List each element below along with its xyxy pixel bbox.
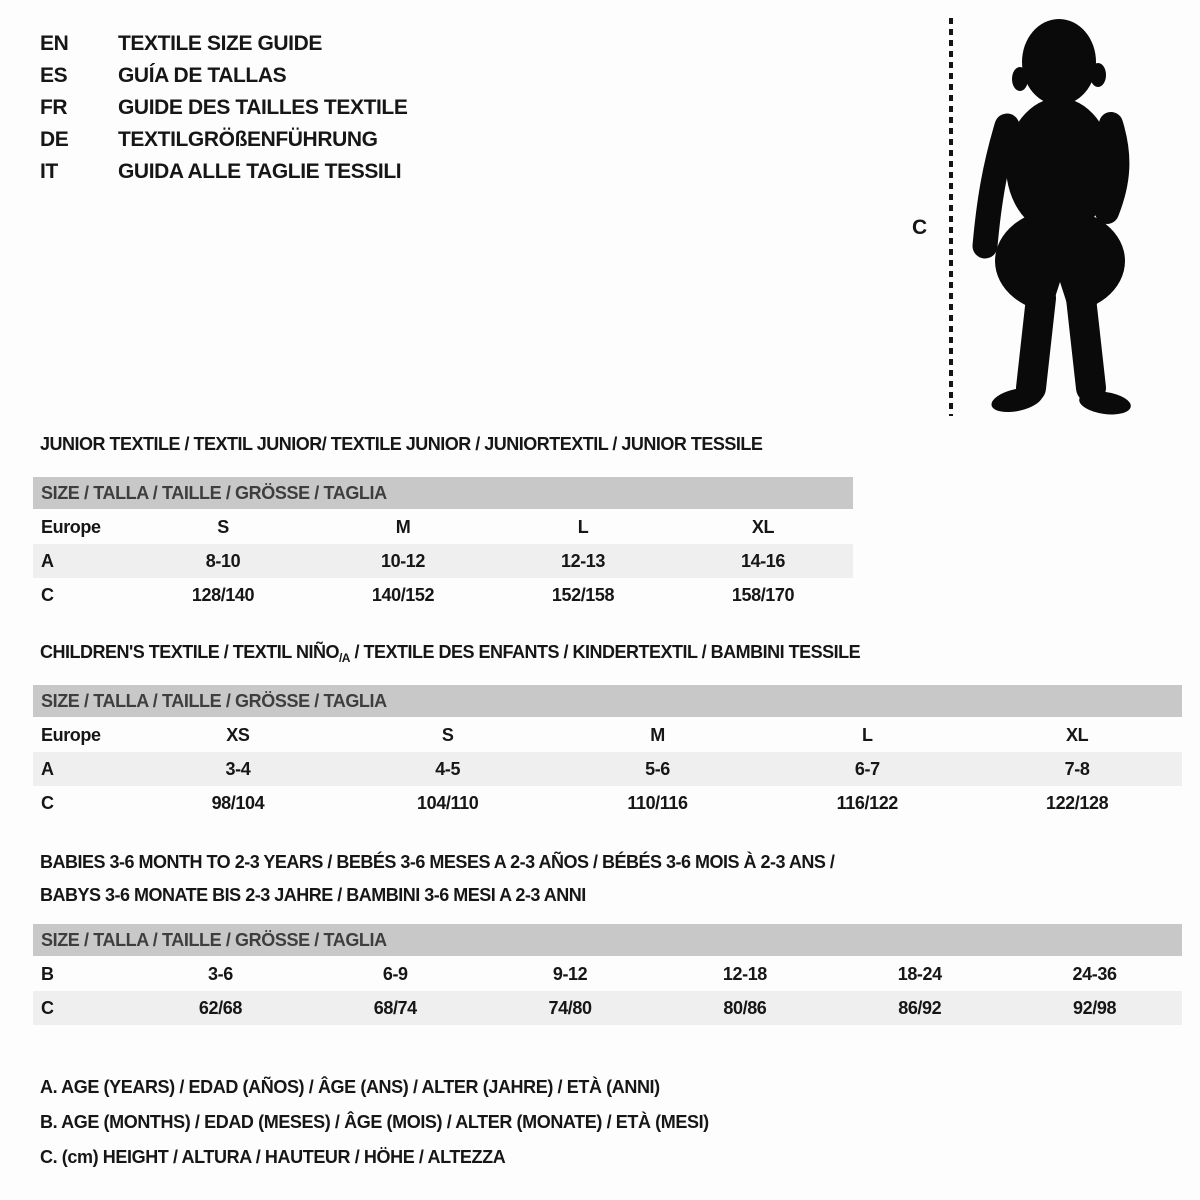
size-cell: M [395,517,411,537]
age-cell: 12-13 [493,544,673,578]
height-cell: 110/116 [627,792,688,813]
height-cell: 122/128 [1045,792,1109,813]
size-cell: S [217,517,229,537]
children-heading-subscript: /A [338,651,350,665]
age-cell: 7-8 [972,752,1182,786]
children-table-header-row [33,685,1182,718]
legend-line-b: B. AGE (MONTHS) / EDAD (MESES) / ÂGE (MOIS) / ALTER (MONATE) / ETÀ (MESI) [40,1112,709,1132]
size-cell: XL [751,517,775,537]
row-label: Europe [41,517,101,537]
height-cell: 152/158 [551,584,615,605]
babies-table-header-row [33,924,1182,957]
lang-code-es: ES [40,64,68,87]
size-cell: L [861,725,873,745]
babies-heading-line-1: BABIES 3-6 MONTH TO 2-3 YEARS / BEBÉS 3-6 MESES A 2-3 AÑOS / BÉBÉS 3-6 MOIS À 2-3 ANS / [40,852,835,872]
age-cell: 6-7 [762,752,972,786]
lang-row-it [40,156,407,188]
legend-line-a: A. AGE (YEARS) / EDAD (AÑOS) / ÂGE (ANS) / ALTER (JAHRE) / ETÀ (ANNI) [40,1077,660,1097]
months-cell: 3-6 [208,964,233,984]
height-cell: 116/122 [836,792,898,813]
age-cell: 14-16 [673,544,853,578]
lang-row-fr [40,92,407,124]
row-label: C [41,792,54,813]
junior-table-header: SIZE / TALLA / TAILLE / GRÖSSE / TAGLIA [33,477,853,510]
lang-code-en: EN [40,32,69,55]
height-cell: 80/86 [657,991,832,1025]
babies-section-heading [40,846,834,912]
height-cell: 68/74 [308,991,483,1025]
toddler-silhouette-icon [985,19,1132,418]
lang-row-de [40,124,407,156]
table-row [33,718,1182,752]
months-cell: 12-18 [722,964,767,984]
lang-title-de: TEXTILGRÖßENFÜHRUNG [118,128,378,151]
size-cell: L [577,517,589,537]
table-row [33,544,853,578]
height-cell: 104/110 [417,792,479,813]
age-cell: 3-4 [133,752,343,786]
age-cell: 8-10 [133,544,313,578]
junior-table-header-row [33,477,853,510]
months-cell: 9-12 [552,964,588,984]
height-cell: 74/80 [483,991,658,1025]
babies-size-table [33,924,1182,1025]
row-label: C [33,991,133,1025]
size-cell: XL [1065,725,1089,745]
size-cell: XS [226,725,250,745]
months-cell: 24-36 [1072,964,1117,984]
size-cell: M [650,725,665,745]
children-section-heading [40,642,860,665]
lang-code-de: DE [40,128,69,151]
row-label: Europe [41,725,101,745]
measurement-legend [40,1070,709,1175]
lang-title-es: GUÍA DE TALLAS [118,64,287,87]
row-label: B [41,964,54,984]
children-heading-main: CHILDREN'S TEXTILE / TEXTIL NIÑO [40,642,339,662]
height-cell: 86/92 [832,991,1007,1025]
children-table-header: SIZE / TALLA / TAILLE / GRÖSSE / TAGLIA [33,685,1182,718]
table-row [33,957,1182,991]
height-cell: 98/104 [211,792,265,813]
lang-title-en: TEXTILE SIZE GUIDE [118,32,322,55]
age-cell: 10-12 [313,544,493,578]
lang-title-fr: GUIDE DES TAILLES TEXTILE [118,96,408,119]
row-label: A [33,544,133,578]
lang-code-it: IT [40,160,58,183]
junior-section-heading: JUNIOR TEXTILE / TEXTIL JUNIOR/ TEXTILE JUNIOR / JUNIORTEXTIL / JUNIOR TESSILE [40,434,763,454]
children-heading-rest: / TEXTILE DES ENFANTS / KINDERTEXTIL / BAMBINI TESSILE [349,642,861,662]
months-cell: 6-9 [382,964,408,984]
row-label: A [33,752,133,786]
height-cell: 158/170 [731,584,795,605]
height-cell: 128/140 [191,584,255,605]
lang-row-en [40,28,407,60]
size-cell: S [441,725,454,745]
children-size-table [33,685,1182,820]
lang-code-fr: FR [40,96,68,119]
height-cell: 92/98 [1007,991,1182,1025]
language-title-list [40,28,407,188]
junior-size-table [33,477,853,612]
row-label: C [41,584,54,605]
toddler-silhouette-figure [900,10,1170,422]
height-cell: 140/152 [371,584,435,605]
table-row [33,752,1182,786]
age-cell: 4-5 [343,752,553,786]
height-cell: 62/68 [133,991,308,1025]
age-cell: 5-6 [553,752,763,786]
height-measure-label: C [912,216,928,239]
lang-title-it: GUIDA ALLE TAGLIE TESSILI [118,160,402,183]
table-row [33,991,1182,1025]
legend-line-c: C. (cm) HEIGHT / ALTURA / HAUTEUR / HÖHE / ALTEZZA [40,1147,506,1167]
babies-table-header: SIZE / TALLA / TAILLE / GRÖSSE / TAGLIA [33,924,1182,957]
months-cell: 18-24 [897,964,942,984]
table-row [33,510,853,544]
babies-heading-line-2: BABYS 3-6 MONATE BIS 2-3 JAHRE / BAMBINI 3-6 MESI A 2-3 ANNI [40,885,586,905]
table-row [33,578,853,612]
lang-row-es [40,60,407,92]
table-row [33,786,1182,820]
